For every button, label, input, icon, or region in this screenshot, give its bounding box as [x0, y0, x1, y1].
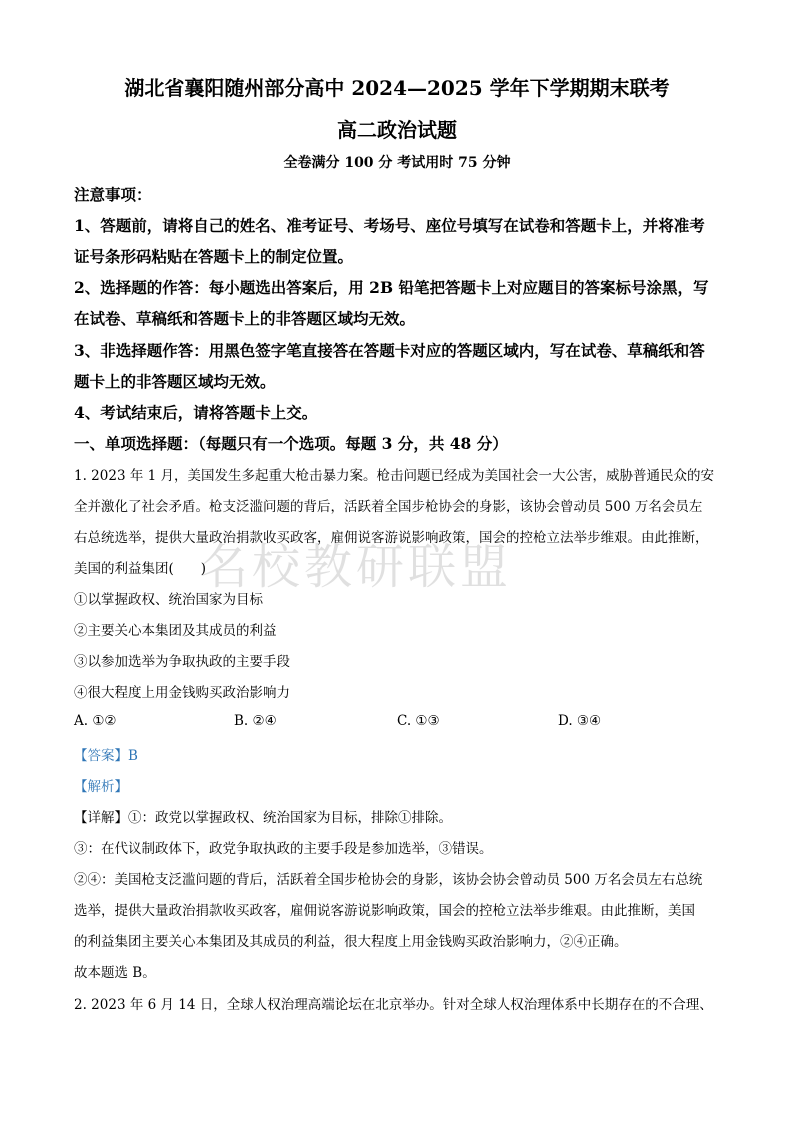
question-item: ④很大程度上用金钱购买政治影响力 — [74, 685, 290, 701]
note-line: 证号条形码粘贴在答题卡上的制定位置。 — [74, 247, 354, 266]
analysis-label: 【解析】 — [74, 779, 128, 795]
exam-subject-title: 高二政治试题 — [337, 118, 457, 142]
note-line: 在试卷、草稿纸和答题卡上的非答题区域均无效。 — [74, 309, 416, 328]
question-stem: 右总统选举，提供大量政治捐款收买政客，雇佣说客游说影响政策，国会的控枪立法举步维艰。由此推断， — [74, 530, 709, 546]
note-line: 2、选择题的作答：每小题选出答案后，用 2B 铅笔把答题卡上对应题目的答案标号涂黑，写 — [74, 278, 709, 297]
option-a: A. ①② — [74, 713, 117, 729]
question-stem: 美国的利益集团( ) — [74, 561, 207, 577]
option-c: C. ①③ — [397, 713, 440, 729]
question-stem: 2. 2023 年 6 月 14 日，全球人权治理高端论坛在北京举办。针对全球人权治理体系中长期存在的不合理、 — [74, 997, 713, 1013]
analysis-line: ③：在代议制政体下，政党争取执政的主要手段是参加选举，③错误。 — [74, 841, 493, 857]
watermark: 名校教研联盟 — [200, 539, 513, 595]
answer-label: 【答案】B — [74, 748, 138, 764]
option-d: D. ③④ — [558, 713, 602, 729]
question-item: ③以参加选举为争取执政的主要手段 — [74, 654, 290, 670]
analysis-line: ②④：美国枪支泛滥问题的背后，活跃着全国步枪协会的身影，该协会协会曾动员 500 万名会员左右总统 — [74, 872, 703, 888]
note-line: 题卡上的非答题区域均无效。 — [74, 372, 276, 391]
analysis-line: 【详解】①：政党以掌握政权、统治国家为目标，排除①排除。 — [74, 810, 452, 826]
notes-heading: 注意事项： — [74, 185, 152, 204]
question-item: ②主要关心本集团及其成员的利益 — [74, 623, 277, 639]
exam-score-time: 全卷满分 100 分 考试用时 75 分钟 — [283, 155, 511, 171]
analysis-line: 的利益集团主要关心本集团及其成员的利益，很大程度上用金钱购买政治影响力，②④正确。 — [74, 934, 628, 950]
analysis-line: 故本题选 B。 — [74, 965, 156, 981]
question-stem: 1. 2023 年 1 月，美国发生多起重大枪击暴力案。枪击问题已经成为美国社会一大公害，威胁普通民众的安 — [74, 468, 714, 484]
analysis-line: 选举，提供大量政治捐款收买政客，雇佣说客游说影响政策，国会的控枪立法举步维艰。由此推断，美国 — [74, 903, 695, 919]
note-line: 3、非选择题作答：用黑色签字笔直接答在答题卡对应的答题区域内，写在试卷、草稿纸和答 — [74, 341, 705, 360]
option-b: B. ②④ — [234, 713, 277, 729]
question-stem: 全并激化了社会矛盾。枪支泛滥问题的背后，活跃着全国步枪协会的身影，该协会曾动员 500 万名会员左 — [74, 499, 703, 515]
note-line: 1、答题前，请将自己的姓名、准考证号、考场号、座位号填写在试卷和答题卡上，并将准考 — [74, 216, 705, 235]
exam-title: 湖北省襄阳随州部分高中 2024—2025 学年下学期期末联考 — [124, 76, 670, 100]
question-item: ①以掌握政权、统治国家为目标 — [74, 592, 263, 608]
section-heading: 一、单项选择题：（每题只有一个选项。每题 3 分，共 48 分） — [74, 434, 508, 453]
note-line: 4、考试结束后，请将答题卡上交。 — [74, 403, 318, 422]
